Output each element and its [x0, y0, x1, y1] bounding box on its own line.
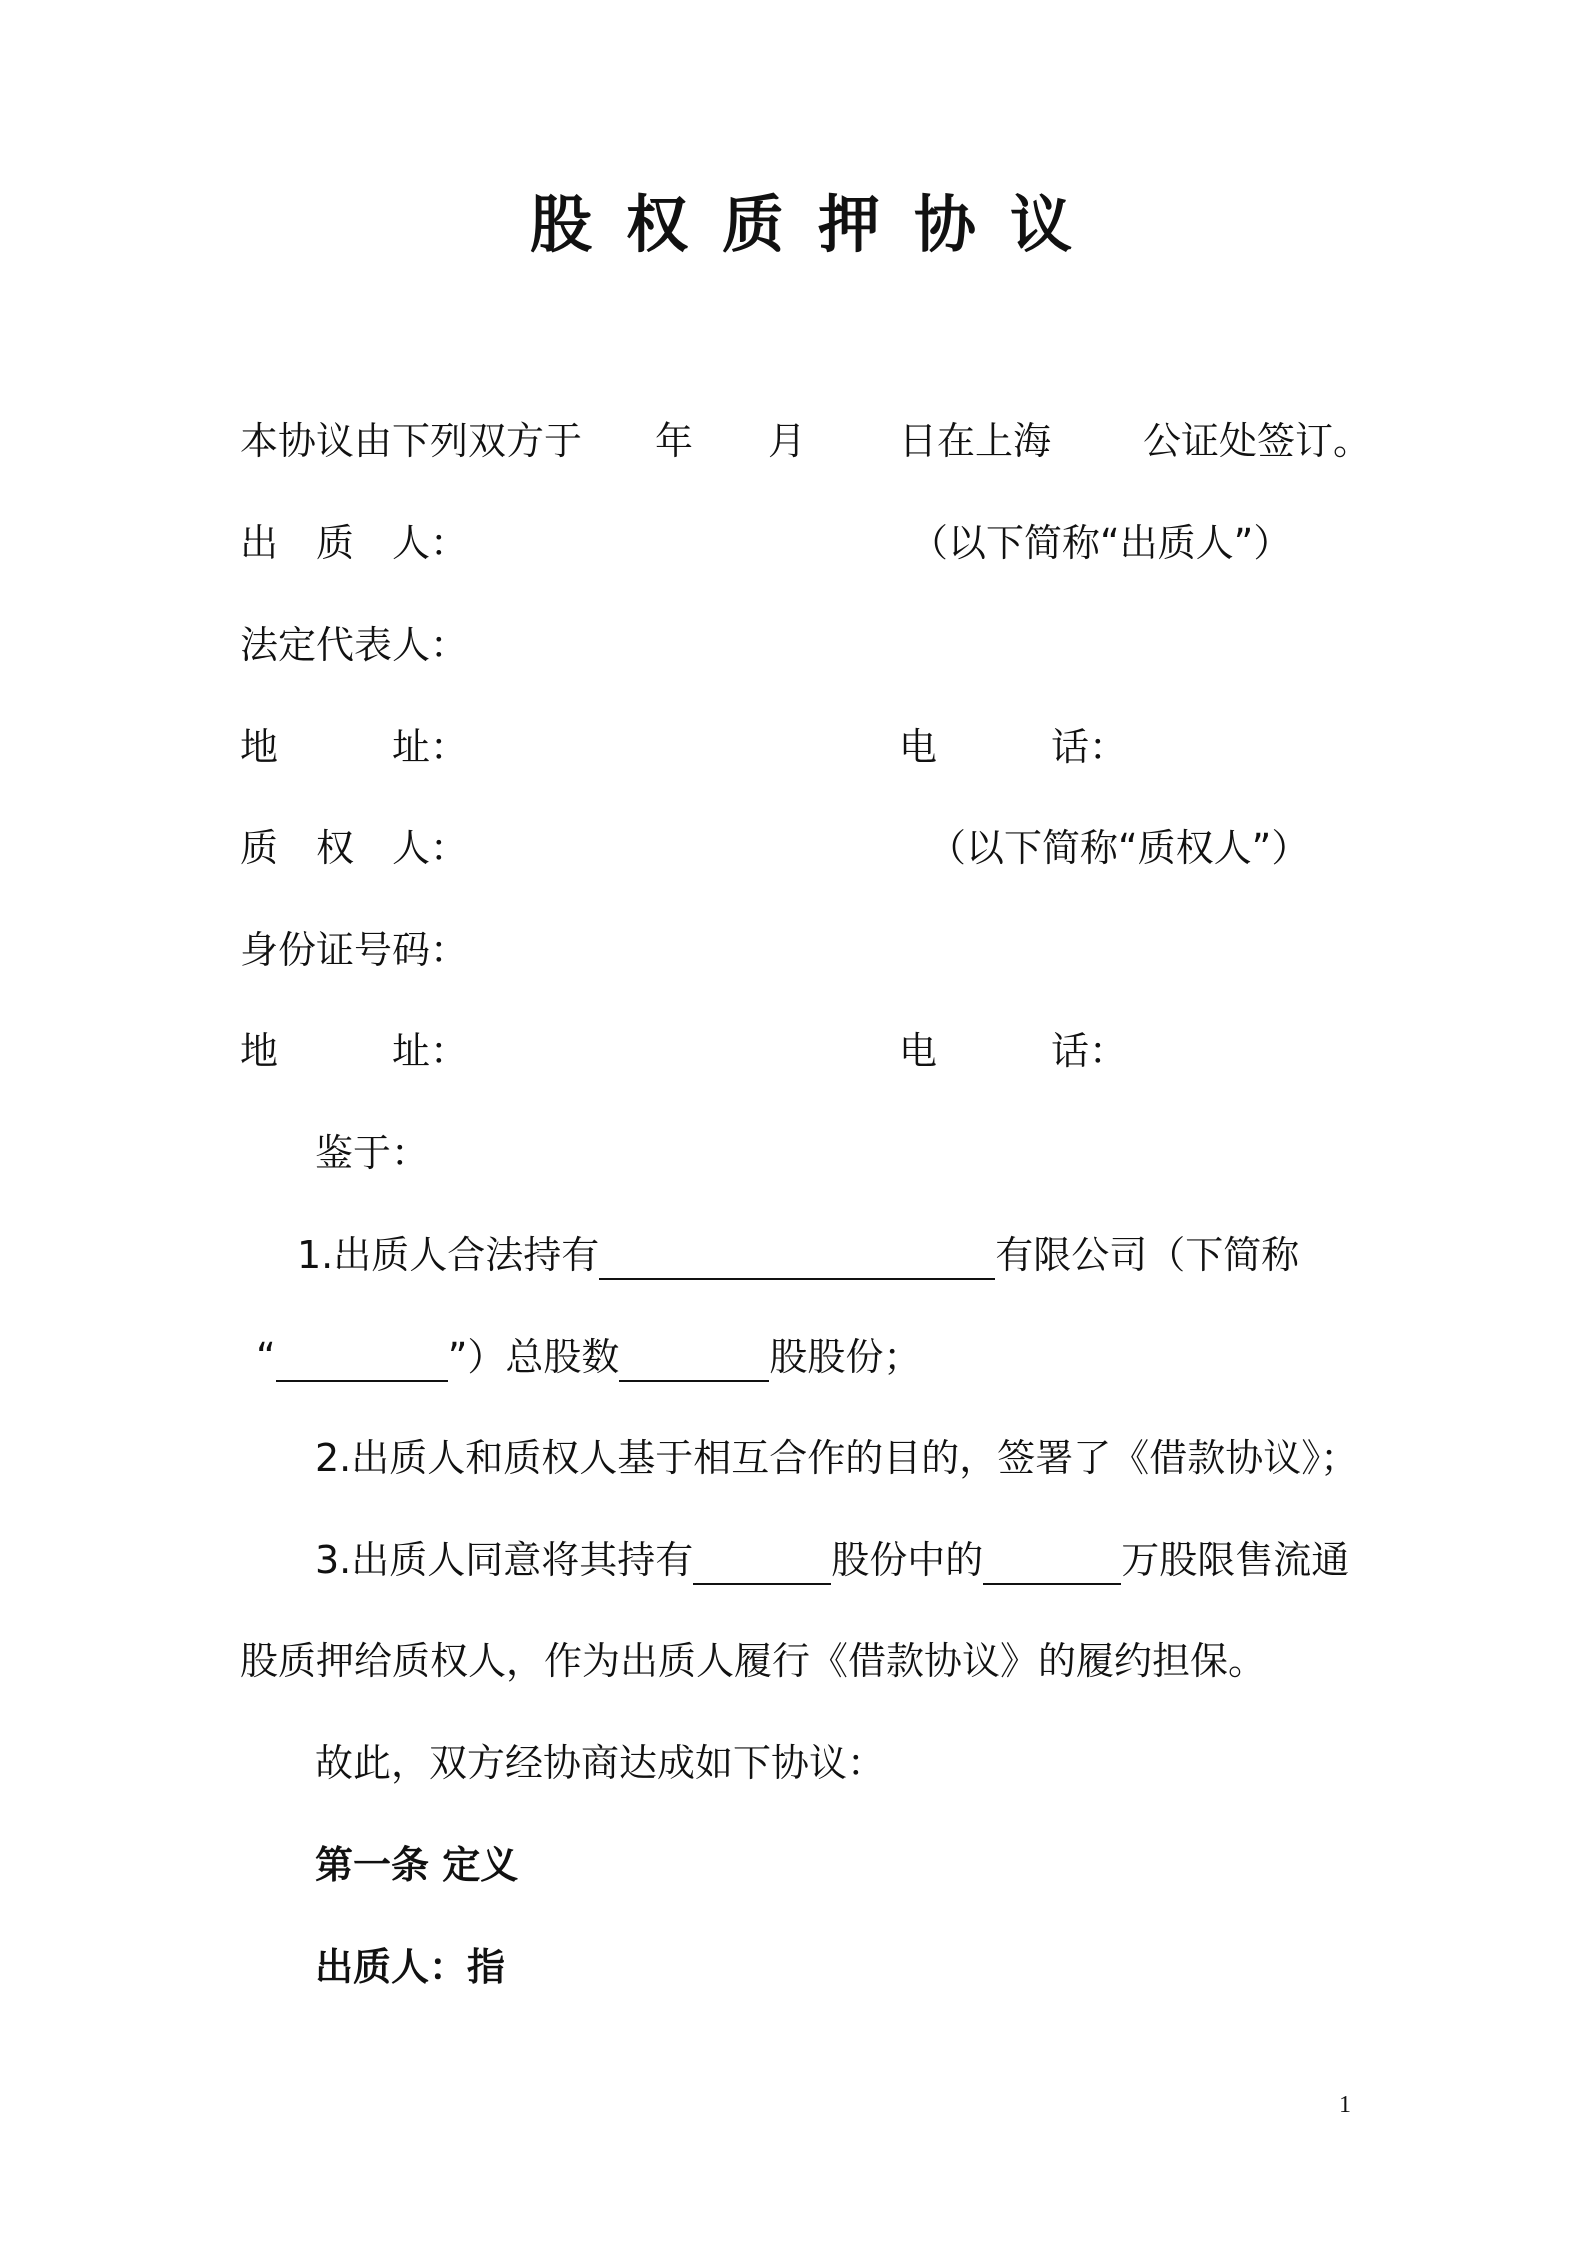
intro-notary: 公证处签订。	[1143, 419, 1372, 463]
pledgee-phone-label: 电 话：	[899, 1029, 1128, 1073]
id-number-label: 身份证号码：	[240, 928, 469, 972]
intro-place: 日在上海	[899, 419, 1052, 463]
clause-3-line-1	[315, 1535, 1349, 1585]
pledgor-definition: 出质人：指	[315, 1945, 506, 1989]
clause-1-text-b: 有限公司（下简称	[995, 1233, 1300, 1277]
pledgor-alias: （以下简称“出质人”）	[910, 521, 1292, 565]
pledgee-alias: （以下简称“质权人”）	[928, 826, 1310, 870]
clause-3-text-a: 3.出质人同意将其持有	[315, 1538, 694, 1582]
clause-3-text-c: 万股限售流通	[1121, 1538, 1350, 1582]
pledgee-address-label: 地 址：	[240, 1029, 469, 1073]
clause-1-quote-open: “	[256, 1335, 276, 1379]
clause-1-line-1	[297, 1230, 1299, 1280]
pledgor-address-label: 地 址：	[240, 725, 469, 769]
company-short-name-blank	[276, 1336, 448, 1382]
whereas-heading: 鉴于：	[315, 1131, 430, 1175]
clause-1-text-d: 股股份；	[769, 1335, 922, 1379]
therefore-text: 故此，双方经协商达成如下协议：	[315, 1741, 886, 1785]
pledgee-label: 质 权 人：	[240, 826, 469, 870]
held-shares-blank	[693, 1539, 831, 1585]
document-title: 股权质押协议	[530, 188, 1107, 261]
clause-1-text-c: ”）总股数	[447, 1335, 620, 1379]
legal-rep-label: 法定代表人：	[240, 623, 469, 667]
total-shares-blank	[619, 1336, 769, 1382]
intro-year: 年	[655, 419, 694, 463]
clause-2-text: 2.出质人和质权人基于相互合作的目的，签署了《借款协议》；	[315, 1436, 1359, 1480]
intro-text: 本协议由下列双方于	[240, 419, 583, 463]
pledgor-phone-label: 电 话：	[899, 725, 1128, 769]
clause-1-text-a: 1.出质人合法持有	[297, 1233, 600, 1277]
intro-month: 月	[768, 419, 807, 463]
clause-1-line-2	[256, 1332, 921, 1382]
pledgor-label: 出 质 人：	[240, 521, 469, 565]
clause-3-text-b: 股份中的	[831, 1538, 984, 1582]
page-number: 1	[1339, 2092, 1351, 2118]
pledged-shares-blank	[983, 1539, 1121, 1585]
clause-3-line-2: 股质押给质权人，作为出质人履行《借款协议》的履约担保。	[240, 1639, 1267, 1683]
article-1-heading: 第一条 定义	[315, 1843, 519, 1887]
company-name-blank	[599, 1234, 995, 1280]
